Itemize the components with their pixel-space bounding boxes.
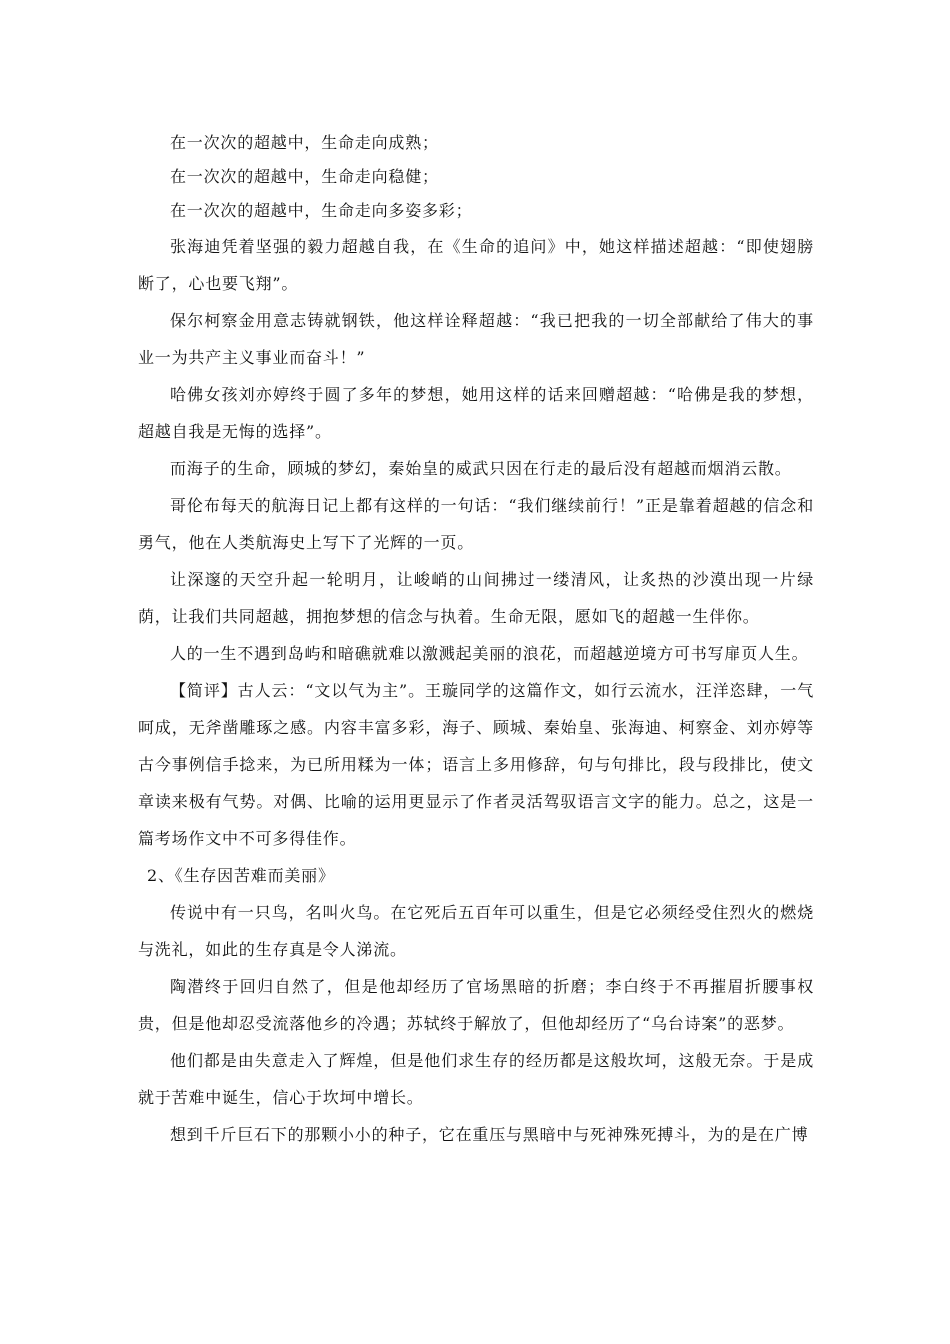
- document-body: [138, 126, 814, 1153]
- section-paragraph-3: 他们都是由失意走入了辉煌，但是他们求生存的经历都是这般坎坷，这般无奈。于是成就于苦难中诞生，信心于坎坷中增长。: [138, 1051, 814, 1107]
- section-paragraph-1: 传说中有一只鸟，名叫火鸟。在它死后五百年可以重生，但是它必须经受住烈火的燃烧与洗礼，如此的生存真是令人涕流。: [138, 903, 814, 959]
- paragraph-10: 人的一生不遇到岛屿和暗礁就难以激溅起美丽的浪花，而超越逆境方可书写扉页人生。: [170, 644, 809, 663]
- paragraph-4: 张海迪凭着坚强的毅力超越自我，在《生命的追问》中，她这样描述超越：“即使翅膀断了，心也要飞翔”。: [138, 237, 814, 293]
- section-heading: 2、《生存因苦难而美丽》: [147, 866, 335, 885]
- paragraph-2: 在一次次的超越中，生命走向稳健；: [170, 167, 439, 186]
- paragraph-1: 在一次次的超越中，生命走向成熟；: [170, 133, 439, 152]
- paragraph-3: 在一次次的超越中，生命走向多姿多彩；: [170, 201, 473, 220]
- paragraph-8: 哥伦布每天的航海日记上都有这样的一句话：“我们继续前行！”正是靠着超越的信念和勇气，他在人类航海史上写下了光辉的一页。: [138, 496, 814, 552]
- section-paragraph-2: 陶潜终于回归自然了，但是他却经历了官场黑暗的折磨；李白终于不再摧眉折腰事权贵，但是他却忍受流落他乡的冷遇；苏轼终于解放了，但他却经历了“乌台诗案”的恶梦。: [138, 977, 814, 1033]
- paragraph-9: 让深邃的天空升起一轮明月，让峻峭的山间拂过一缕清风，让炙热的沙漠出现一片绿荫，让我们共同超越，拥抱梦想的信念与执着。生命无限，愿如飞的超越一生伴你。: [138, 570, 814, 626]
- paragraph-7: 而海子的生命，顾城的梦幻，秦始皇的威武只因在行走的最后没有超越而烟消云散。: [170, 459, 792, 478]
- paragraph-5: 保尔柯察金用意志铸就钢铁，他这样诠释超越：“我已把我的一切全部献给了伟大的事业一为共产主义事业而奋斗！”: [138, 311, 814, 367]
- paragraph-6: 哈佛女孩刘亦婷终于圆了多年的梦想，她用这样的话来回赠超越：“哈佛是我的梦想，超越自我是无悔的选择”。: [138, 385, 814, 441]
- review-paragraph: 【简评】古人云：“文以气为主”。王璇同学的这篇作文，如行云流水，汪洋恣肆，一气呵成，无斧凿雕琢之感。内容丰富多彩，海子、顾城、秦始皇、张海迪、柯察金、刘亦婷等古今事例信手捻来，为已所用糅为一体；语言上多用修辞，句与句排比，段与段排比，使文章读来极有气势。对偶、比喻的运用更显示了作者灵活驾驭语言文字的能力。总之，这是一篇考场作文中不可多得佳作。: [138, 681, 814, 848]
- section-paragraph-4: 想到千斤巨石下的那颗小小的种子，它在重压与黑暗中与死神殊死搏斗，为的是在广博: [170, 1125, 809, 1144]
